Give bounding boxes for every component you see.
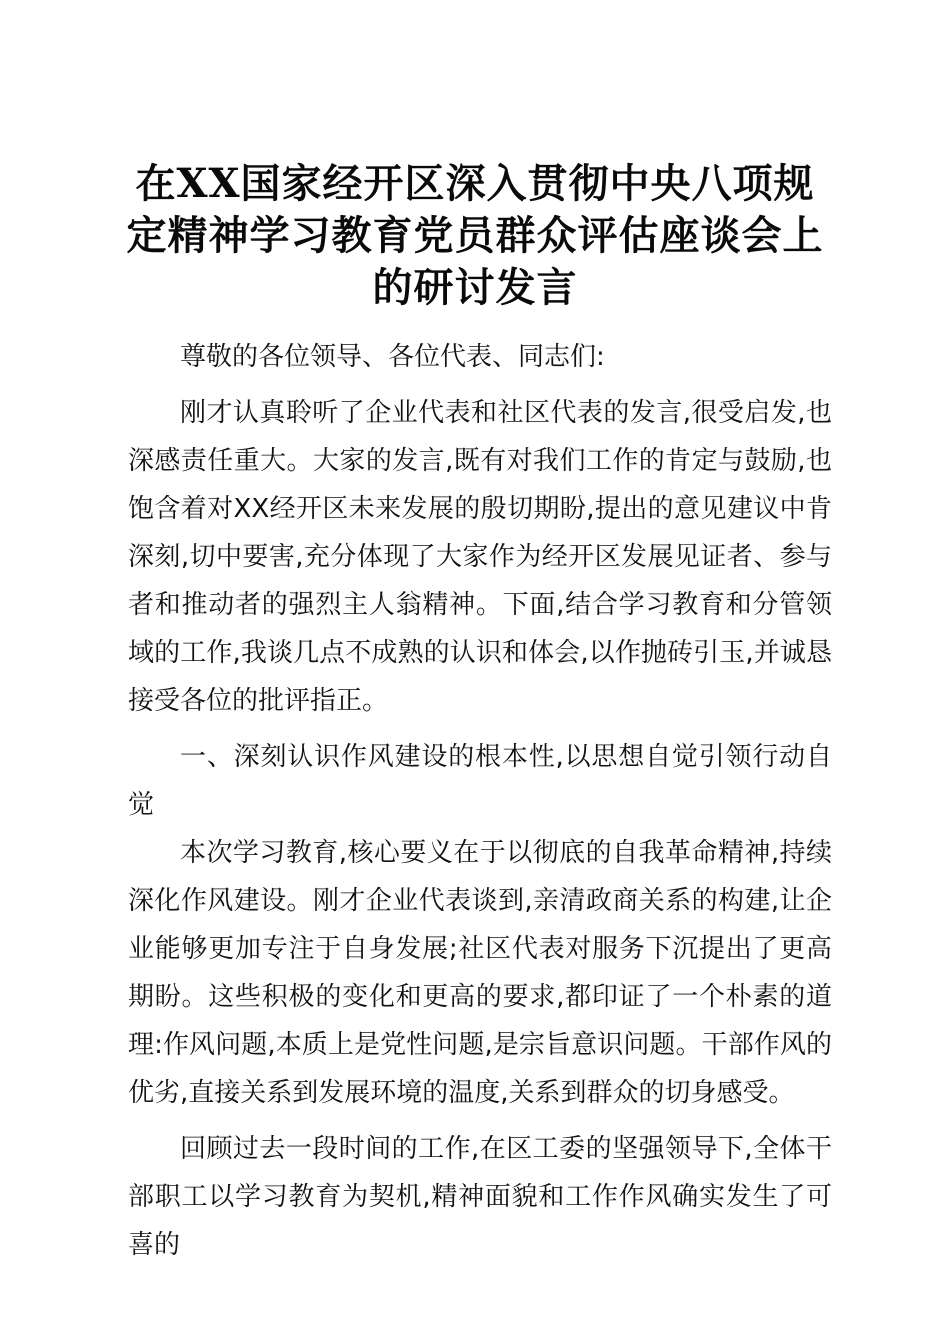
- paragraph-review: 回顾过去一段时间的工作,在区工委的坚强领导下,全体干部职工以学习教育为契机,精神面貌和工作作风确实发生了可喜的: [128, 1134, 832, 1260]
- paragraph-intro: 刚才认真聆听了企业代表和社区代表的发言,很受启发,也深感责任重大。大家的发言,既有对我们工作的肯定与鼓励,也饱含着对XX经开区未来发展的殷切期盼,提出的意见建议中肯深刻,切中要害,充分体现了大家作为经开区发展见证者、参与者和推动者的强烈主人翁精神。下面,结合学习教育和分管领域的工作,我谈几点不成熟的认识和体会,以作抛砖引玉,并诚恳接受各位的批评指正。: [128, 398, 832, 716]
- document-body: [128, 333, 832, 1277]
- paragraph-section-1: 本次学习教育,核心要义在于以彻底的自我革命精神,持续深化作风建设。刚才企业代表谈到,亲清政商关系的构建,让企业能够更加专注于自身发展;社区代表对服务下沉提出了更高期盼。这些积极的变化和更高的要求,都印证了一个朴素的道理:作风问题,本质上是党性问题,是宗旨意识问题。干部作风的优劣,直接关系到发展环境的温度,关系到群众的切身感受。: [128, 838, 832, 1108]
- salutation: 尊敬的各位领导、各位代表、同志们:: [180, 342, 605, 372]
- section-heading-1: 一、深刻认识作风建设的根本性,以思想自觉引领行动自觉: [128, 742, 832, 820]
- document-title: 在XX国家经开区深入贯彻中央八项规定精神学习教育党员群众评估座谈会上的研讨发言: [126, 160, 824, 311]
